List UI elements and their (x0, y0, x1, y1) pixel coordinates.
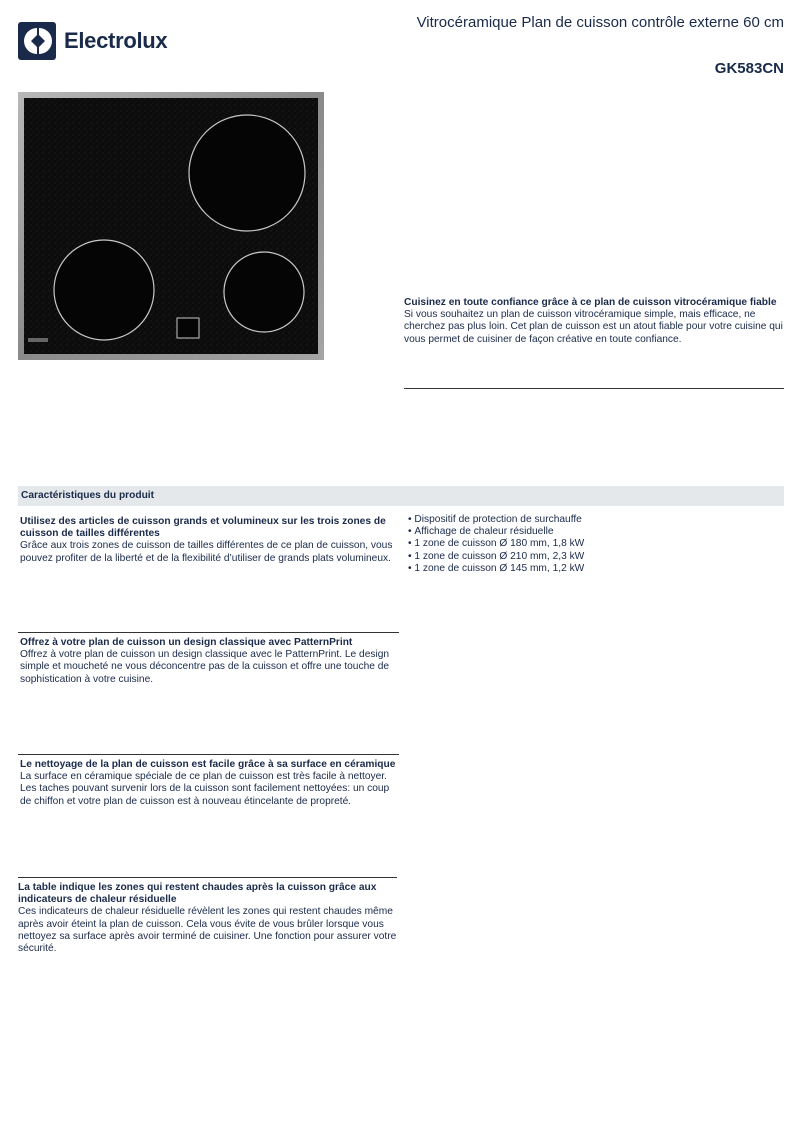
product-image (18, 92, 324, 360)
feature-block (18, 882, 398, 955)
feature-divider (18, 754, 399, 755)
feature-block (20, 637, 400, 686)
cooking-zone-large (189, 115, 305, 231)
intro-text: Si vous souhaitez un plan de cuisson vitrocéramique simple, mais efficace, ne cherchez pas plus loin. Cet plan de cuisson est un atout fiable pour votre cuisine qui vous permet de cuisiner de façon créative en toute confiance. (404, 309, 783, 345)
brand-name: Electrolux (64, 28, 168, 53)
electrolux-logo-icon (18, 22, 56, 60)
feature-title: Le nettoyage de la plan de cuisson est facile grâce à sa surface en céramique (20, 759, 396, 770)
feature-divider (18, 632, 399, 633)
intro-block (404, 297, 784, 346)
residual-heat-indicator (177, 318, 199, 338)
feature-text: Offrez à votre plan de cuisson un design classique avec le PatternPrint. Le design simple et moucheté ne vous déconcentre pas de la cuisson et offre une touche de sophistication à votre cuisine. (20, 649, 390, 685)
intro-divider (404, 388, 784, 389)
hob-brand-mark-icon (28, 338, 48, 342)
feature-divider (18, 877, 397, 878)
spec-item: • Affichage de chaleur résiduelle (408, 526, 778, 538)
feature-block (20, 516, 400, 565)
spec-item: • 1 zone de cuisson Ø 180 mm, 1,8 kW (408, 538, 778, 550)
feature-block (20, 759, 400, 808)
spec-item: • 1 zone de cuisson Ø 145 mm, 1,2 kW (408, 563, 778, 575)
feature-title: Offrez à votre plan de cuisson un design classique avec PatternPrint (20, 637, 353, 648)
ceramic-hob-image (18, 92, 324, 360)
model-number: GK583CN (714, 60, 784, 77)
feature-title: Utilisez des articles de cuisson grands et volumineux sur les trois zones de cuisson de tailles différentes (20, 516, 386, 540)
cooking-zone-small (224, 252, 304, 332)
document-title: Vitrocéramique Plan de cuisson contrôle externe 60 cm (416, 14, 784, 31)
feature-text: Grâce aux trois zones de cuisson de tailles différentes de ce plan de cuisson, vous pouvez profiter de la liberté et de la flexibilité d’utiliser de grands plats volumineux. (20, 540, 393, 564)
brand-logo (18, 22, 167, 60)
feature-text: La surface en céramique spéciale de ce plan de cuisson est très facile à nettoyer. Les taches pouvant survenir lors de la cuisson sont facilement nettoyées: un coup de chiffon et votre plan de cuisson est à nouveau étincelante de propreté. (20, 771, 390, 807)
spec-item: • Dispositif de protection de surchauffe (408, 514, 778, 526)
characteristics-header (18, 486, 784, 506)
feature-title: La table indique les zones qui restent chaudes après la cuisson grâce aux indicateurs de chaleur résiduelle (18, 882, 377, 906)
cooking-zone-left (54, 240, 154, 340)
characteristics-heading: Caractéristiques du produit (21, 490, 155, 501)
spec-item: • 1 zone de cuisson Ø 210 mm, 2,3 kW (408, 551, 778, 563)
spec-list (408, 514, 778, 575)
feature-text: Ces indicateurs de chaleur résiduelle révèlent les zones qui restent chaudes même après avoir éteint la plan de cuisson. Cela vous évite de vous brûler lorsque vous nettoyez sa surface après avoir terminé de cuisiner. Une fonction pour assurer votre sécurité. (18, 906, 397, 955)
intro-title: Cuisinez en toute confiance grâce à ce plan de cuisson vitrocéramique fiable (404, 297, 777, 308)
